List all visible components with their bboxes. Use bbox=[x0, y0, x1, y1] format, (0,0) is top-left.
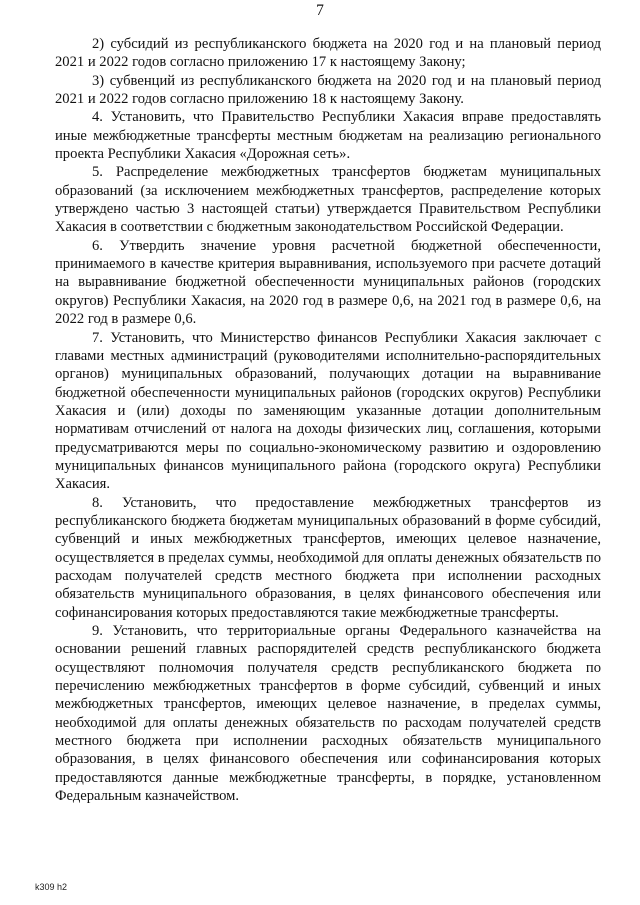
paragraph-article-9: 9. Установить, что территориальные органы Федерального казначейства на основании решений главных распорядителей средств республиканского бюджета осуществляют полномочия получателя средств республиканского бюджета по перечислению межбюджетных трансфертов в форме субсидий, субвенций и иных межбюджетных трансфертов, имеющих целевое назначение, в пределах суммы, необходимой для оплаты денежных обязательств по расходам получателей средств местного бюджета при исполнении расходных обязательств муниципального образования, в целях финансового обеспечения или софинансирования которых предоставляются данные межбюджетные трансферты, в порядке, установленном Федеральным казначейством. bbox=[55, 623, 601, 805]
paragraph-article-4: 4. Установить, что Правительство Республики Хакасия вправе предоставлять иные межбюджетные трансферты местным бюджетам на реализацию регионального проекта Республики Хакасия «Дорожная сеть». bbox=[55, 109, 601, 163]
paragraph-article-8: 8. Установить, что предоставление межбюджетных трансфертов из республиканского бюджета бюджетам муниципальных образований в форме субсидий, субвенций и иных межбюджетных трансфертов, имеющих целевое назначение, осуществляется в пределах суммы, необходимой для оплаты денежных обязательств по расходам получателей средств местного бюджета при исполнении расходных обязательств муниципального образования, в целях финансового обеспечения или софинансирования которых предоставляются такие межбюджетные трансферты. bbox=[55, 494, 601, 621]
paragraph-article-7: 7. Установить, что Министерство финансов Республики Хакасия заключает с главами местных администраций (руководителями исполнительно-распорядительных органов) муниципальных образований, получающих дотации на выравнивание бюджетной обеспеченности муниципальных районов (городских округов) Республики Хакасия и (или) доходы по заменяющим указанные дотации дополнительным нормативам отчислений от налога на доходы физических лиц, соглашения, которыми предусматриваются меры по социально-экономическому развитию и оздоровлению муниципальных финансов муниципального района (городского округа) Республики Хакасия. bbox=[55, 329, 601, 493]
paragraph-subsidies: 2) субсидий из республиканского бюджета на 2020 год и на плановый период 2021 и 2022 годов согласно приложению 17 к настоящему Закону; bbox=[55, 36, 601, 71]
document-body bbox=[55, 35, 601, 805]
paragraph-subventions: 3) субвенций из республиканского бюджета на 2020 год и на плановый период 2021 и 2022 годов согласно приложению 18 к настоящему Закону. bbox=[55, 72, 601, 108]
paragraph-article-6: 6. Утвердить значение уровня расчетной бюджетной обеспеченности, принимаемого в качестве критерия выравнивания, используемого при расчете дотаций на выравнивание бюджетной обеспеченности муниципальных районов (городских округов) Республики Хакасия, на 2020 год в размере 0,6, на 2021 год в размере 0,6, на 2022 год в размере 0,6. bbox=[55, 237, 601, 328]
document-code: k309 h2 bbox=[35, 882, 68, 892]
paragraph-article-5: 5. Распределение межбюджетных трансфертов бюджетам муниципальных образований (за исключением межбюджетных трансфертов, распределение которых утверждено частью 3 настоящей статьи) утверждается Правительством Республики Хакасия в соответствии с бюджетным законодательством Российской Федерации. bbox=[55, 164, 601, 236]
page-number: 7 bbox=[316, 2, 324, 19]
